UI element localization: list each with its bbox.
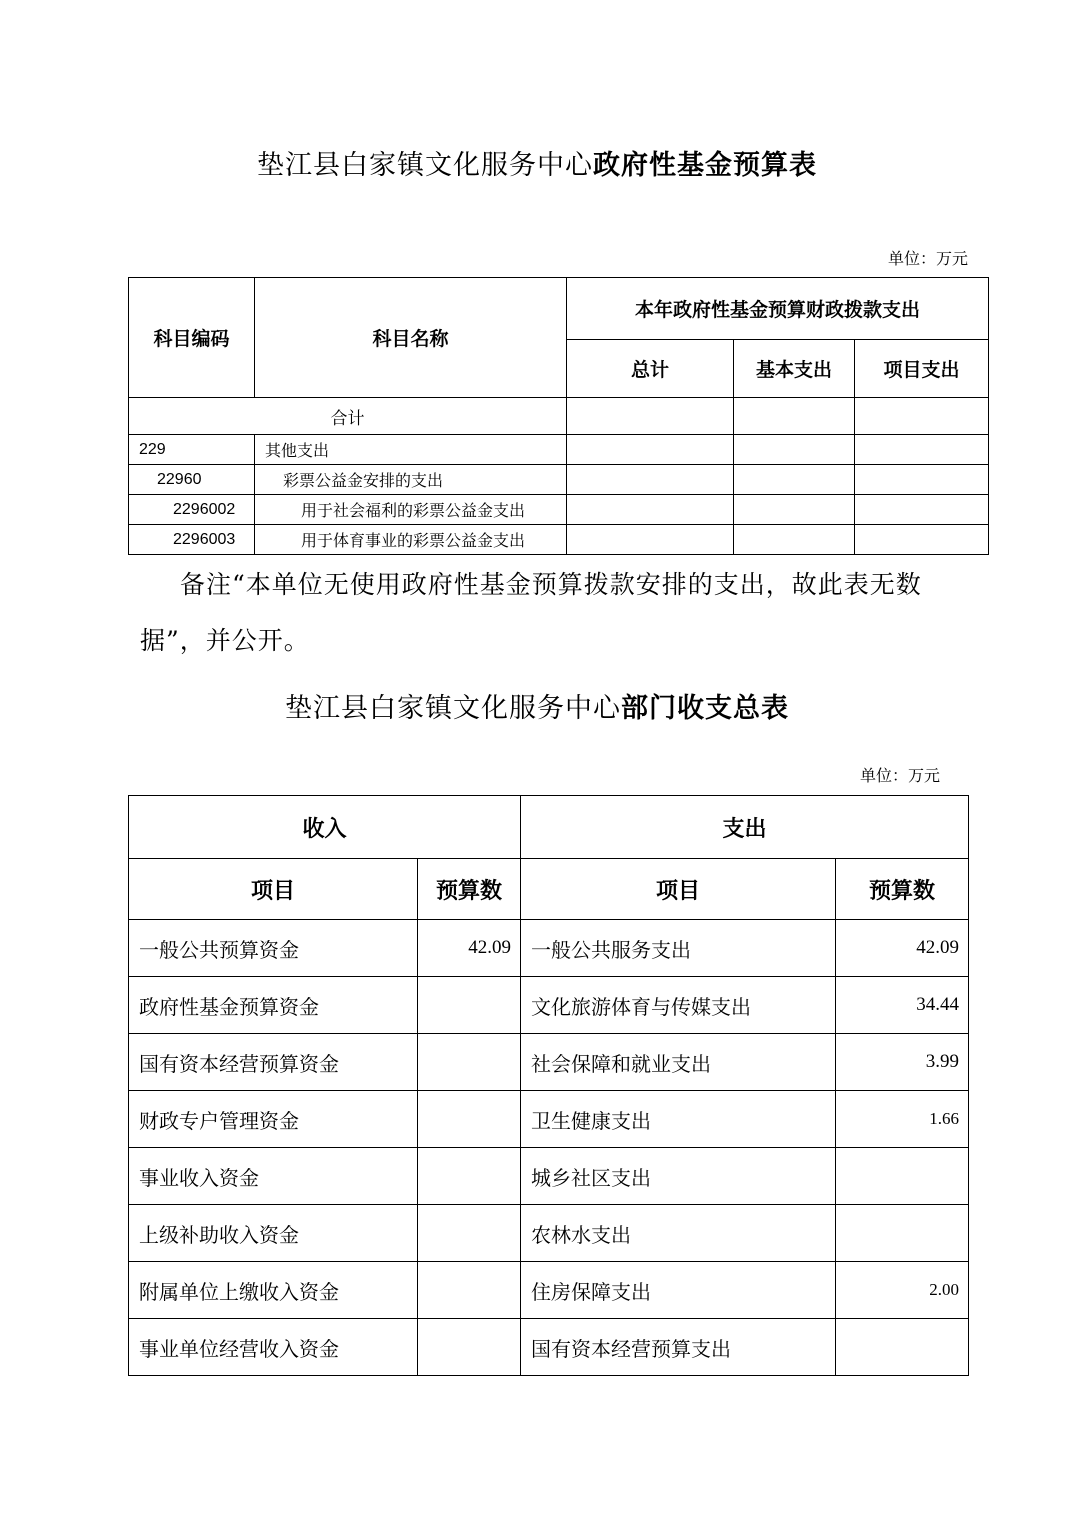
expense-header: 支出 — [521, 796, 969, 859]
income-header: 收入 — [129, 796, 521, 859]
row-basic — [734, 495, 855, 525]
table-row — [129, 1205, 969, 1262]
total-basic — [734, 398, 855, 435]
expense-item: 农林水支出 — [521, 1205, 836, 1262]
row-code: 2296003 — [129, 525, 255, 555]
header-basic: 基本支出 — [734, 340, 855, 398]
expense-item: 一般公共服务支出 — [521, 920, 836, 977]
income-item: 事业收入资金 — [129, 1148, 418, 1205]
table-row — [129, 465, 989, 495]
header-total: 总计 — [567, 340, 734, 398]
row-name: 用于社会福利的彩票公益金支出 — [255, 495, 567, 525]
row-total — [567, 525, 734, 555]
income-item: 政府性基金预算资金 — [129, 977, 418, 1034]
table-row — [129, 1319, 969, 1376]
total-label: 合计 — [129, 398, 567, 435]
expense-value — [836, 1319, 969, 1376]
header-name: 科目名称 — [255, 278, 567, 398]
fund-budget-table — [128, 277, 989, 555]
expense-item: 国有资本经营预算支出 — [521, 1319, 836, 1376]
expense-value: 42.09 — [836, 920, 969, 977]
row-project — [855, 465, 989, 495]
header-code: 科目编码 — [129, 278, 255, 398]
expense-item-header: 项目 — [521, 859, 836, 920]
row-basic — [734, 525, 855, 555]
expense-budget-header: 预算数 — [836, 859, 969, 920]
fund-table-title — [0, 143, 1074, 182]
expense-value: 3.99 — [836, 1034, 969, 1091]
summary-table-title-bold: 部门收支总表 — [621, 693, 789, 724]
row-project — [855, 495, 989, 525]
income-value — [418, 1034, 521, 1091]
expense-item: 社会保障和就业支出 — [521, 1034, 836, 1091]
income-value — [418, 1148, 521, 1205]
income-item: 一般公共预算资金 — [129, 920, 418, 977]
table-row — [129, 525, 989, 555]
row-name: 用于体育事业的彩票公益金支出 — [255, 525, 567, 555]
expense-item: 卫生健康支出 — [521, 1091, 836, 1148]
income-expense-summary-table — [128, 795, 969, 1376]
income-item: 上级补助收入资金 — [129, 1205, 418, 1262]
table-row — [129, 977, 969, 1034]
expense-value — [836, 1205, 969, 1262]
income-value — [418, 1262, 521, 1319]
income-item: 附属单位上缴收入资金 — [129, 1262, 418, 1319]
row-total — [567, 465, 734, 495]
income-value: 42.09 — [418, 920, 521, 977]
summary-table-title — [0, 686, 1074, 725]
summary-table-title-normal: 垫江县白家镇文化服务中心 — [285, 693, 621, 724]
table-row — [129, 1262, 969, 1319]
fund-table-title-bold: 政府性基金预算表 — [593, 150, 817, 181]
income-item: 事业单位经营收入资金 — [129, 1319, 418, 1376]
row-basic — [734, 435, 855, 465]
expense-value — [836, 1148, 969, 1205]
table-row — [129, 1091, 969, 1148]
income-item: 财政专户管理资金 — [129, 1091, 418, 1148]
expense-value: 1.66 — [836, 1091, 969, 1148]
row-total — [567, 435, 734, 465]
summary-table-unit: 单位：万元 — [860, 766, 941, 785]
row-name: 其他支出 — [255, 435, 567, 465]
expense-item: 住房保障支出 — [521, 1262, 836, 1319]
expense-value: 34.44 — [836, 977, 969, 1034]
income-value — [418, 1205, 521, 1262]
total-project — [855, 398, 989, 435]
table-row — [129, 495, 989, 525]
row-code: 229 — [129, 435, 255, 465]
row-project — [855, 525, 989, 555]
income-value — [418, 1319, 521, 1376]
fund-table-unit: 单位：万元 — [888, 249, 969, 268]
fund-table-title-normal: 垫江县白家镇文化服务中心 — [257, 150, 593, 181]
row-total — [567, 495, 734, 525]
note-paragraph: 备注“本单位无使用政府性基金预算拨款安排的支出，故此表无数据”，并公开。 — [140, 570, 922, 655]
income-value — [418, 1091, 521, 1148]
table-row — [129, 1034, 969, 1091]
expense-item: 城乡社区支出 — [521, 1148, 836, 1205]
income-item-header: 项目 — [129, 859, 418, 920]
income-value — [418, 977, 521, 1034]
table-row — [129, 1148, 969, 1205]
row-code: 22960 — [129, 465, 255, 495]
table-row — [129, 920, 969, 977]
income-item: 国有资本经营预算资金 — [129, 1034, 418, 1091]
expense-value: 2.00 — [836, 1262, 969, 1319]
table-row-total — [129, 398, 989, 435]
expense-item: 文化旅游体育与传媒支出 — [521, 977, 836, 1034]
total-total — [567, 398, 734, 435]
row-name: 彩票公益金安排的支出 — [255, 465, 567, 495]
income-budget-header: 预算数 — [418, 859, 521, 920]
header-project: 项目支出 — [855, 340, 989, 398]
row-basic — [734, 465, 855, 495]
row-project — [855, 435, 989, 465]
table-row — [129, 435, 989, 465]
row-code: 2296002 — [129, 495, 255, 525]
header-group: 本年政府性基金预算财政拨款支出 — [567, 278, 989, 340]
